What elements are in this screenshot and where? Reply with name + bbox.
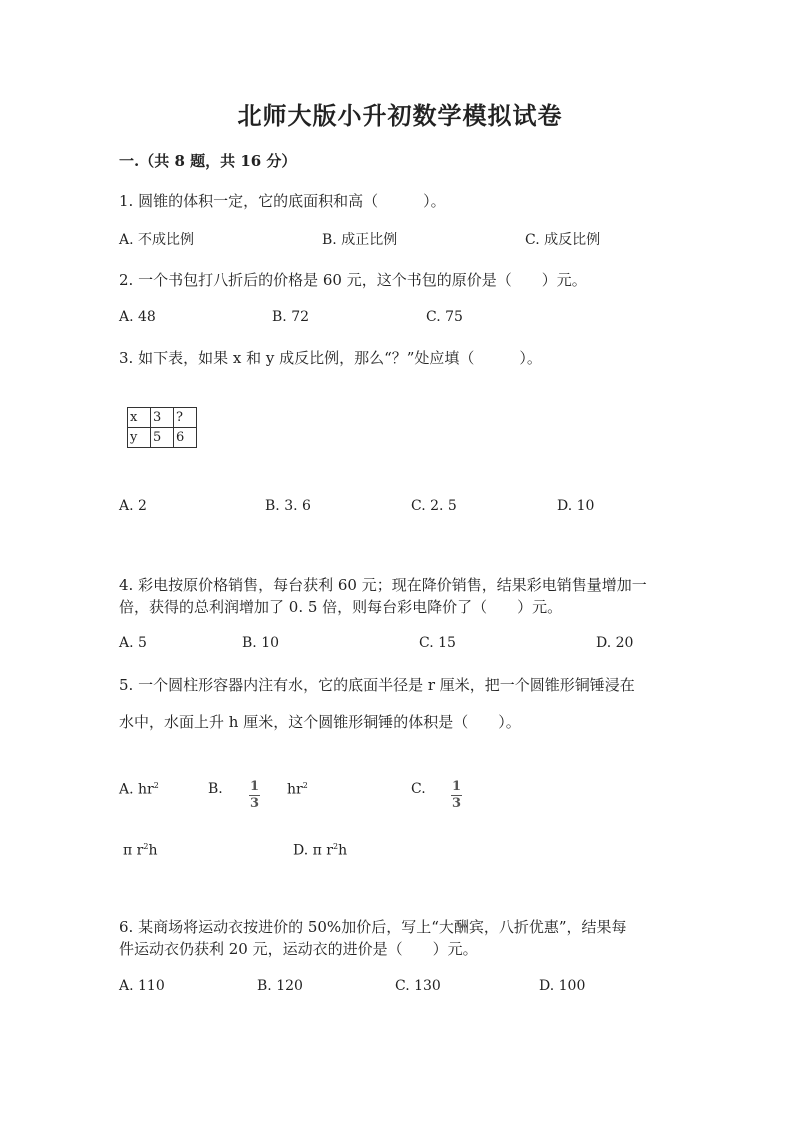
section-heading: 一.（共 8 题，共 16 分）: [119, 152, 297, 170]
question-1-text: 1. 圆锥的体积一定，它的底面积和高（ ）。: [119, 192, 446, 210]
question-5-option-a: A. $hr^2$: [119, 781, 159, 798]
question-3-text: 3. 如下表，如果 x 和 y 成反比例，那么“？”处应填（ ）。: [119, 349, 542, 367]
question-2-option-a: A. 48: [119, 309, 156, 325]
table-row: [128, 408, 197, 428]
question-1-option-b: B. 成正比例: [322, 232, 398, 248]
question-3-option-c: C. 2. 5: [411, 498, 457, 514]
question-6-option-d: D. 100: [539, 978, 586, 994]
question-4-option-b: B. 10: [242, 635, 280, 651]
table-cell: ?: [174, 408, 197, 428]
question-5-option-d: D. π $r^2h$: [293, 842, 348, 859]
question-5-line-2: 水中，水面上升 h 厘米，这个圆锥形铜锤的体积是（ ）。: [119, 713, 521, 731]
question-4-line-2: 倍，获得的总利润增加了 0. 5 倍，则每台彩电降价了（ ）元。: [119, 598, 563, 616]
question-6-option-c: C. 130: [395, 978, 441, 994]
question-2-text: 2. 一个书包打八折后的价格是 60 元，这个书包的原价是（ ）元。: [119, 271, 587, 289]
question-1-option-c: C. 成反比例: [525, 232, 601, 248]
question-6-option-b: B. 120: [257, 978, 303, 994]
page-title: 北师大版小升初数学模拟试卷: [237, 101, 563, 130]
fraction-one-third: $\frac{1}{3}$: [451, 779, 462, 811]
question-5-option-c-label: C.: [411, 781, 426, 797]
question-3-option-a: A. 2: [119, 498, 147, 514]
question-4-option-a: A. 5: [119, 635, 147, 651]
question-2-option-c: C. 75: [426, 309, 463, 325]
question-2-option-b: B. 72: [272, 309, 310, 325]
table-cell: 3: [151, 408, 174, 428]
xy-table: [127, 407, 197, 448]
question-6-line-2: 件运动衣仍获利 20 元，运动衣的进价是（ ）元。: [119, 940, 478, 958]
question-6-line-1: 6. 某商场将运动衣按进价的 50%加价后，写上“大酬宾，八折优惠”，结果每: [119, 918, 627, 936]
table-row: [128, 428, 197, 448]
table-cell: 5: [151, 428, 174, 448]
table-cell: y: [128, 428, 151, 448]
question-4-line-1: 4. 彩电按原价格销售，每台获利 60 元；现在降价销售，结果彩电销售量增加一: [119, 576, 647, 594]
question-5-option-c-tail: π $r^2h$: [123, 842, 158, 859]
question-4-option-d: D. 20: [596, 635, 634, 651]
fraction-one-third: $\frac{1}{3}$: [249, 779, 260, 811]
question-3-option-b: B. 3. 6: [265, 498, 311, 514]
table-cell: x: [128, 408, 151, 428]
question-3-option-d: D. 10: [557, 498, 595, 514]
question-5-option-b-tail: $hr^2$: [287, 781, 308, 798]
question-1-option-a: A. 不成比例: [119, 232, 195, 248]
question-5-line-1: 5. 一个圆柱形容器内注有水，它的底面半径是 r 厘米，把一个圆锥形铜锤浸在: [119, 676, 635, 694]
question-4-option-c: C. 15: [419, 635, 456, 651]
question-5-option-b-label: B.: [208, 781, 223, 797]
table-cell: 6: [174, 428, 197, 448]
question-6-option-a: A. 110: [119, 978, 165, 994]
